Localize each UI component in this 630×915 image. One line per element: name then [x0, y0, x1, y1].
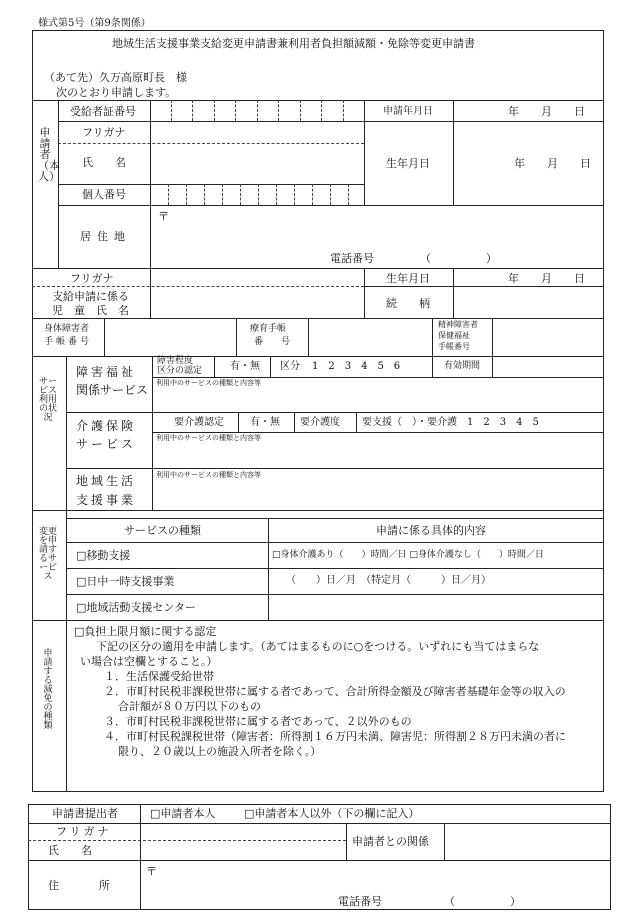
change-col-detail: 申請に係る具体的内容 — [376, 524, 486, 537]
submitter-relation-label: 申請者との関係 — [352, 835, 429, 848]
service-side-label: サービス利用の状況 — [38, 377, 57, 423]
birth-label: 生年月日 — [386, 157, 430, 170]
ryoiku-handbook-label-1: 療育手帳 — [250, 324, 287, 334]
submitter-postal-mark: 〒 — [146, 865, 157, 878]
submitter-address-label: 住 所 — [48, 879, 116, 892]
mental-handbook-label-3: 手帳番号 — [438, 342, 470, 351]
name-label: 氏 名 — [82, 156, 126, 169]
apply-date-format: 年 月 日 — [508, 105, 585, 118]
child-label-2: 児 童 氏 名 — [52, 304, 129, 317]
kaigo-yesno: 有・無 — [250, 417, 280, 428]
physical-handbook-label-2: 手帳番号 — [44, 337, 93, 347]
reduction-check: □負担上限月額に関する認定 — [74, 625, 217, 638]
degree-label-1: 障害程度 — [157, 356, 194, 366]
submitter-tel-label: 電話番号 — [338, 895, 382, 908]
child-birth-format: 年 月 日 — [508, 272, 585, 285]
kaigo-label-1: 介護保険 — [76, 419, 137, 433]
mental-handbook-label-1: 精神障害者 — [438, 320, 478, 329]
welfare-label-2: 関係サービス — [76, 383, 149, 397]
ryoiku-handbook-label-2: 番 号 — [254, 337, 291, 347]
tel-paren: （ ） — [420, 252, 497, 265]
child-birth-label: 生年月日 — [386, 272, 430, 285]
change-row-nicchu: □日中一時支援事業 — [76, 575, 175, 588]
degree-yesno: 有・無 — [230, 361, 260, 372]
change-row-chiiki: □地域活動支援センター — [76, 601, 196, 614]
change-row-ido-detail: □身体介護あり（ ）時間／日 □身体介護なし（ ）時間／日 — [272, 550, 544, 560]
submitter-furigana-label: フリガナ — [56, 825, 112, 838]
kaigo-cert-label: 要介護認定 — [174, 417, 224, 428]
reduction-item-4a: ４．市町村民税課税世帯（障害者：所得割１６万円未満、障害児：所得割２８万円未満の者に — [104, 730, 566, 743]
birth-format: 年 月 日 — [514, 157, 591, 170]
reduction-side-label: 申請する減免の種類 — [43, 649, 53, 731]
child-label-1: 支給申請に係る — [52, 290, 129, 303]
mynumber-label: 個人番号 — [82, 188, 126, 201]
apply-date-label: 申請年月日 — [383, 106, 433, 117]
degree-label-2: 区分の認定 — [157, 366, 203, 376]
reduction-line-2: い場合は空欄とすること。） — [80, 655, 218, 668]
change-col-service: サービスの種類 — [124, 524, 201, 537]
valid-period-label: 有効期間 — [444, 361, 481, 371]
submitter-tel-paren: （ ） — [444, 895, 521, 908]
tel-label: 電話番号 — [330, 252, 374, 265]
chiiki-label-1: 地域生活 — [76, 474, 137, 488]
addressee: （あて先）久万高原町長 様 — [44, 71, 187, 84]
kubun-numbers: 1 2 3 4 5 6 — [312, 361, 401, 372]
reduction-item-4b: 限り、２０歳以上の施設入所者を除く。） — [118, 745, 322, 758]
submitter-other-checkbox[interactable]: □申請者本人以外（下の欄に記入） — [244, 807, 420, 820]
postal-mark: 〒 — [158, 210, 169, 223]
submitter-name-label: 氏 名 — [48, 844, 92, 857]
chiiki-used-note: 利用中のサービスの種類と内容等 — [156, 471, 261, 479]
physical-handbook-label-1: 身体障害者 — [44, 324, 90, 334]
kaigo-level-label: 要介護度 — [300, 417, 340, 428]
kaigo-used-note: 利用中のサービスの種類と内容等 — [156, 434, 261, 442]
change-row-nicchu-detail: （ ）日／月 （特定月（ ）日／月） — [286, 575, 491, 586]
reduction-item-2b: 合計額が８０万円以下のもの — [118, 700, 261, 713]
kaigo-scale: 要支援（ ）・要介護 1 2 3 4 5 — [362, 417, 539, 428]
reduction-item-3: ３．市町村民税非課税世帯に属する者であって、２以外のもの — [104, 715, 412, 728]
welfare-label-1: 障害福祉 — [76, 365, 137, 379]
form-number: 様式第5号（第9条関係） — [38, 18, 151, 29]
applicant-side-label: 申請者（本人） — [38, 126, 60, 183]
mental-handbook-label-2: 保健福祉 — [438, 331, 470, 340]
relation-label: 続 柄 — [386, 297, 430, 310]
welfare-used-note: 利用中のサービスの種類と内容等 — [156, 379, 261, 387]
kaigo-label-2: サービス — [76, 437, 137, 451]
cert-number-label: 受給者証番号 — [70, 105, 136, 118]
intro-text: 次のとおり申請します。 — [56, 86, 177, 99]
submitter-self-checkbox[interactable]: □申請者本人 — [150, 807, 216, 820]
address-label: 居住地 — [80, 230, 131, 243]
furigana-label: フリガナ — [82, 126, 126, 139]
submitter-label: 申請書提出者 — [52, 807, 118, 820]
child-furigana-label: フリガナ — [70, 272, 114, 285]
kubun-label: 区分 — [280, 361, 300, 372]
reduction-item-2a: ２．市町村民税非課税世帯に属する者であって、合計所得金額及び障害者基礎年金等の収入の — [104, 685, 566, 698]
form-title: 地域生活支援事業支給変更申請書兼利用者負担額減額・免除等変更申請書 — [112, 37, 475, 50]
change-side-label: 変更を申請するサービス — [38, 527, 57, 582]
change-row-ido: □移動支援 — [76, 549, 131, 562]
chiiki-label-2: 支援事業 — [76, 493, 137, 507]
reduction-line-1: 下記の区分の適用を申請します。（あてはまるものに○をつける。いずれにも当てはまらな — [96, 640, 540, 653]
reduction-item-1: １．生活保護受給世帯 — [104, 670, 214, 683]
